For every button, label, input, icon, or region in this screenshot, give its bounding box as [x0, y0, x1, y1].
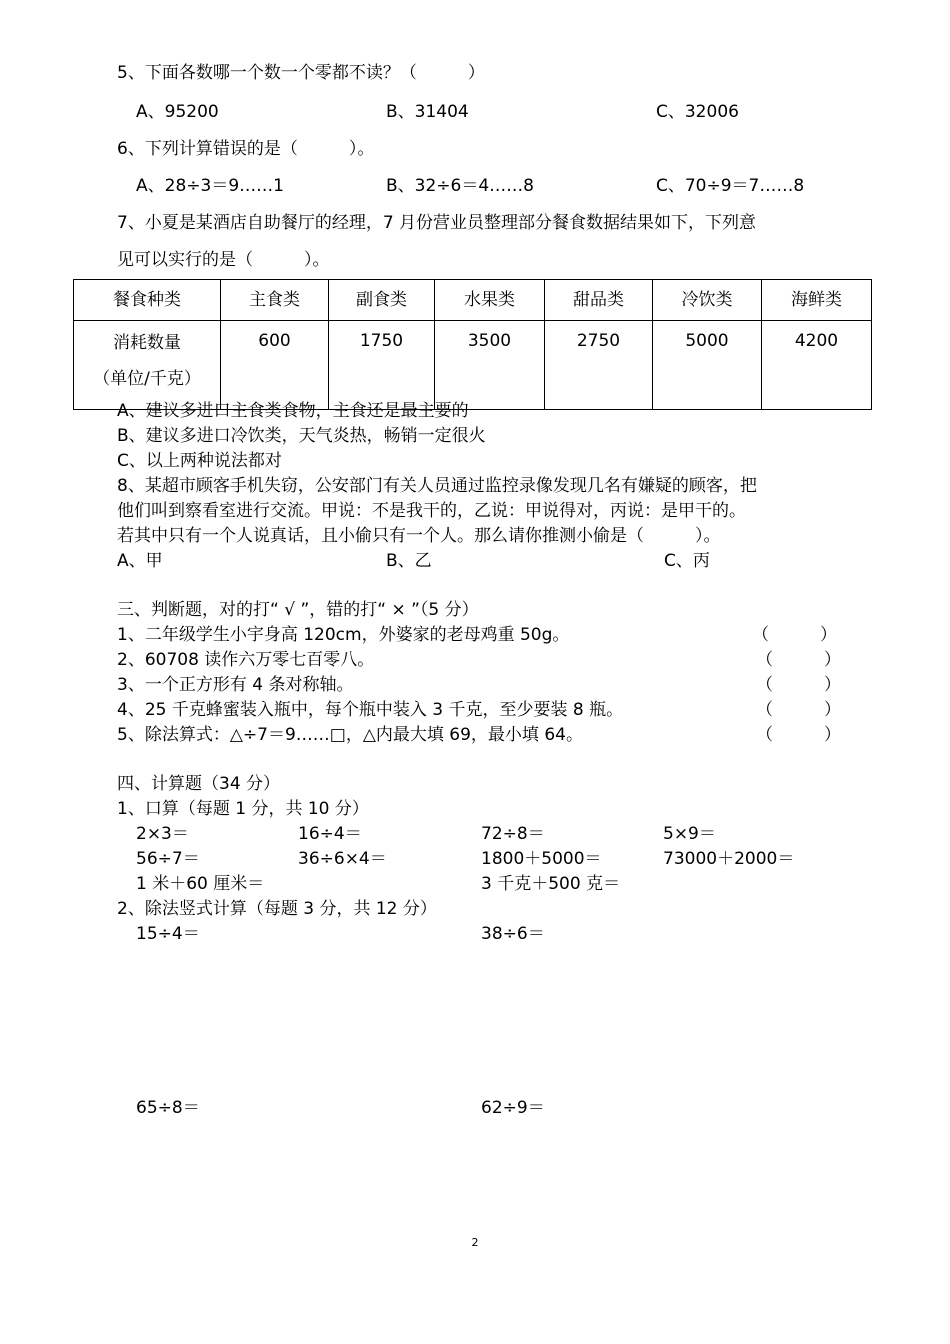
table-value-cell: 600 [221, 321, 329, 410]
table-value-cell: 1750 [329, 321, 435, 410]
judge-answer-blank: （ ） [752, 625, 837, 645]
judge-answer-blank: （ ） [756, 650, 841, 670]
vertical-calc-item: 62÷9＝ [481, 1098, 545, 1118]
judge-item-3: 3、一个正方形有 4 条对称轴。 [117, 675, 354, 695]
table-value-cell: 2750 [545, 321, 653, 410]
judge-item-1: 1、二年级学生小宇身高 120cm，外婆家的老母鸡重 50g。 [117, 625, 570, 645]
q7-stem-line1: 7、小夏是某酒店自助餐厅的经理，7 月份营业员整理部分餐食数据结果如下，下列意 [117, 213, 757, 233]
q8-stem-line3: 若其中只有一个人说真话，且小偷只有一个人。那么请你推测小偷是（ ）。 [117, 526, 721, 546]
table-header-cell: 甜品类 [545, 280, 653, 321]
oral-calc-item: 2×3＝ [136, 824, 189, 844]
row-label-cell [74, 321, 221, 410]
q6-stem: 6、下列计算错误的是（ ）。 [117, 139, 375, 159]
vertical-calc-item: 65÷8＝ [136, 1098, 200, 1118]
q5-option-c: C、32006 [656, 102, 739, 122]
q8-stem-line1: 8、某超市顾客手机失窃，公安部门有关人员通过监控录像发现几名有嫌疑的顾客，把 [117, 476, 757, 496]
judge-item-2: 2、60708 读作六万零七百零八。 [117, 650, 375, 670]
calc-section-title: 四、计算题（34 分） [117, 774, 281, 794]
table-header-row [74, 280, 872, 321]
table-header-cell: 餐食种类 [74, 280, 221, 321]
oral-calc-title: 1、口算（每题 1 分，共 10 分） [117, 799, 369, 819]
table-header-cell: 副食类 [329, 280, 435, 321]
table-header-cell: 水果类 [435, 280, 545, 321]
q7-option-b: B、建议多进口冷饮类，天气炎热，畅销一定很火 [117, 426, 486, 446]
row-label-line1: 消耗数量 [113, 333, 181, 353]
q6-option-b: B、32÷6＝4……8 [386, 176, 534, 196]
judge-answer-blank: （ ） [756, 725, 841, 745]
oral-calc-item: 72÷8＝ [481, 824, 545, 844]
table-value-cell: 3500 [435, 321, 545, 410]
row-label-line2: （单位/千克） [93, 369, 201, 389]
q5-option-b: B、31404 [386, 102, 469, 122]
vertical-calc-item: 15÷4＝ [136, 924, 200, 944]
q7-option-c: C、以上两种说法都对 [117, 451, 282, 471]
page-number: 2 [471, 1236, 479, 1249]
oral-calc-item: 3 千克＋500 克＝ [481, 874, 621, 894]
oral-calc-item: 1 米＋60 厘米＝ [136, 874, 265, 894]
judge-item-5: 5、除法算式：△÷7＝9……□，△内最大填 69，最小填 64。 [117, 725, 583, 745]
oral-calc-item: 56÷7＝ [136, 849, 200, 869]
q8-stem-line2: 他们叫到察看室进行交流。甲说：不是我干的，乙说：甲说得对，丙说：是甲干的。 [117, 501, 746, 521]
q8-option-c: C、丙 [664, 551, 710, 571]
table-row [74, 321, 872, 410]
vertical-calc-item: 38÷6＝ [481, 924, 545, 944]
q8-option-b: B、乙 [386, 551, 432, 571]
table-header-cell: 主食类 [221, 280, 329, 321]
table-header-cell: 海鲜类 [762, 280, 872, 321]
judge-answer-blank: （ ） [756, 700, 841, 720]
q6-option-c: C、70÷9＝7……8 [656, 176, 805, 196]
vertical-calc-title: 2、除法竖式计算（每题 3 分，共 12 分） [117, 899, 437, 919]
table-value-cell: 5000 [653, 321, 762, 410]
judge-item-4: 4、25 千克蜂蜜装入瓶中，每个瓶中装入 3 千克，至少要装 8 瓶。 [117, 700, 624, 720]
q5-option-a: A、95200 [136, 102, 219, 122]
table-value-cell: 4200 [762, 321, 872, 410]
q5-stem: 5、下面各数哪一个数一个零都不读？（ ） [117, 63, 485, 83]
q7-stem-line2: 见可以实行的是（ ）。 [117, 250, 330, 270]
judge-answer-blank: （ ） [756, 675, 841, 695]
q8-option-a: A、甲 [117, 551, 163, 571]
table-header-cell: 冷饮类 [653, 280, 762, 321]
oral-calc-item: 5×9＝ [663, 824, 716, 844]
food-consumption-table [73, 279, 872, 410]
judge-section-title: 三、判断题，对的打“ √ ”，错的打“ × ”（5 分） [117, 600, 479, 620]
oral-calc-item: 16÷4＝ [298, 824, 362, 844]
oral-calc-item: 73000＋2000＝ [663, 849, 795, 869]
oral-calc-item: 1800＋5000＝ [481, 849, 602, 869]
q7-option-a: A、建议多进口主食类食物，主食还是最主要的 [117, 401, 469, 421]
oral-calc-item: 36÷6×4＝ [298, 849, 387, 869]
q6-option-a: A、28÷3＝9……1 [136, 176, 284, 196]
